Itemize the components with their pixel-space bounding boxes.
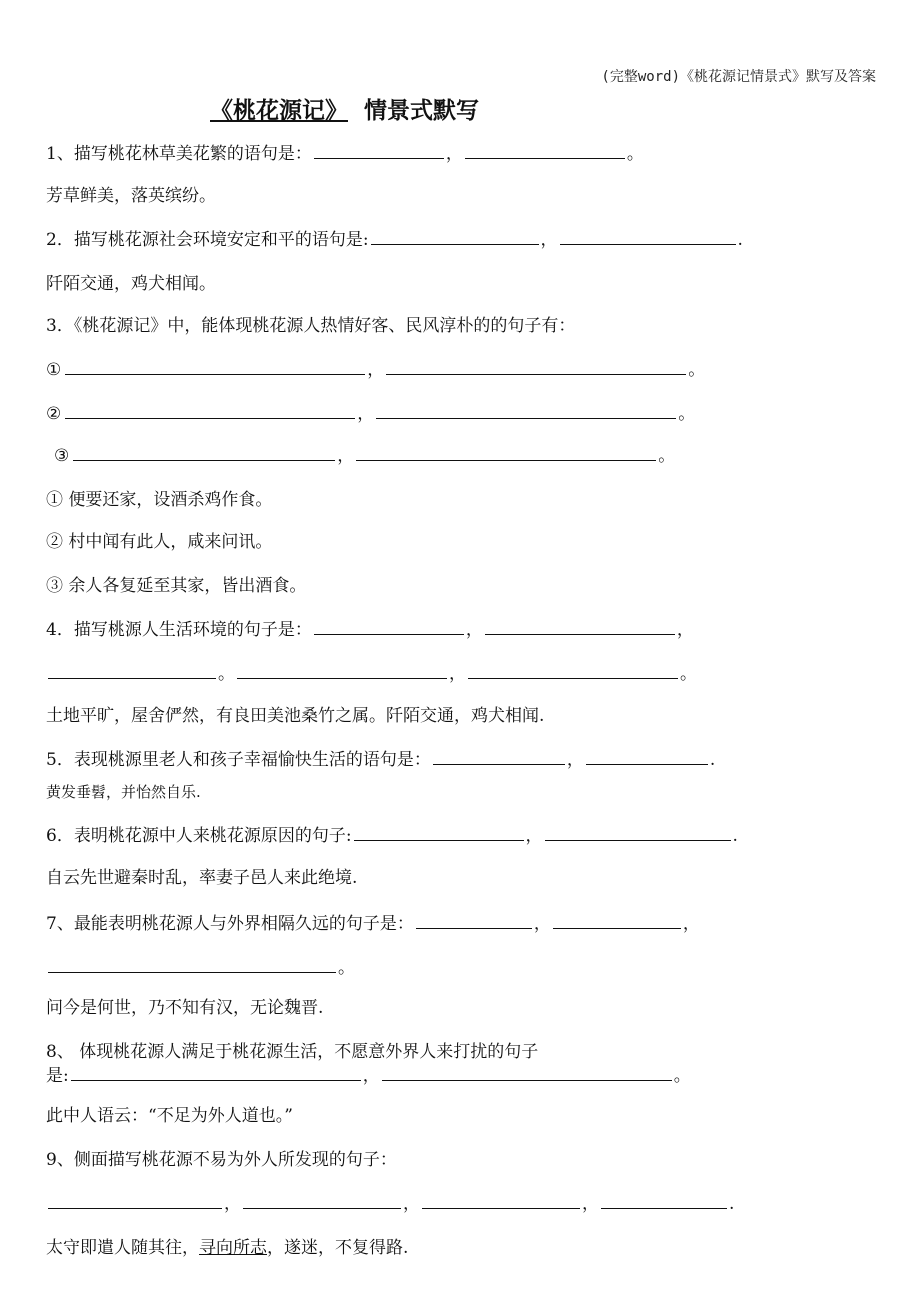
q4-line-2: 。 ， 。: [46, 662, 697, 686]
q5-label: 5．表现桃源里老人和孩子幸福愉快生活的语句是：: [46, 750, 431, 770]
q7-line-2: 。: [46, 956, 355, 980]
q5-blank-1[interactable]: [433, 748, 565, 765]
q4-line-1: 4．描写桃源人生活环境的句子是： ， ，: [46, 620, 694, 640]
q2-line: 2．描写桃花源社会环境安定和平的语句是: ， .: [46, 230, 743, 250]
q4-blank-4[interactable]: [237, 662, 447, 679]
q4-blank-1[interactable]: [314, 618, 464, 635]
q9-blank-2[interactable]: [243, 1192, 401, 1209]
title-rest: 情景式默写: [364, 98, 480, 124]
q3-label: 3．《桃花源记》中，能体现桃花源人热情好客、民风淳朴的的句子有：: [46, 316, 576, 336]
q8-blank-1[interactable]: [71, 1064, 361, 1081]
q9-answer-underlined: 寻向所志: [199, 1238, 267, 1258]
title-book-name: 《桃花源记》: [210, 98, 348, 124]
q1-line: 1、描写桃花林草美花繁的语句是： ， 。: [46, 144, 644, 164]
q9-label: 9、侧面描写桃花源不易为外人所发现的句子：: [46, 1150, 397, 1170]
q6-answer: 自云先世避秦时乱，率妻子邑人来此绝境.: [46, 868, 358, 888]
q6-line: 6．表明桃花源中人来桃花源原因的句子: ， .: [46, 826, 738, 846]
q4-blank-3[interactable]: [48, 662, 216, 679]
q2-blank-1[interactable]: [371, 228, 539, 245]
q4-blank-2[interactable]: [485, 618, 675, 635]
q2-answer: 阡陌交通，鸡犬相闻。: [46, 274, 216, 294]
q3-answer-1: ① 便要还家，设酒杀鸡作食。: [46, 490, 273, 510]
q6-blank-1[interactable]: [354, 824, 524, 841]
q4-label: 4．描写桃源人生活环境的句子是：: [46, 620, 312, 640]
q1-label: 1、描写桃花林草美花繁的语句是：: [46, 144, 312, 164]
q7-line-1: 7、最能表明桃花源人与外界相隔久远的句子是： ， ，: [46, 914, 700, 934]
document-header: (完整word)《桃花源记情景式》默写及答案: [601, 69, 876, 85]
q9-blank-4[interactable]: [601, 1192, 727, 1209]
q9-line-2: ， ， ， .: [46, 1192, 734, 1216]
q3-blank-2b[interactable]: [376, 402, 676, 419]
q5-line: 5．表现桃源里老人和孩子幸福愉快生活的语句是： ， .: [46, 750, 716, 770]
q6-blank-2[interactable]: [545, 824, 731, 841]
q3-blank-3a[interactable]: [73, 444, 335, 461]
q8-answer: 此中人语云：“不足为外人道也。”: [46, 1106, 293, 1126]
q7-answer: 问今是何世，乃不知有汉，无论魏晋.: [46, 998, 324, 1018]
q3-blank-1b[interactable]: [386, 358, 686, 375]
q8-blank-2[interactable]: [382, 1064, 672, 1081]
q8-line-2: 是: ， 。: [46, 1066, 691, 1086]
q2-label: 2．描写桃花源社会环境安定和平的语句是:: [46, 230, 369, 250]
page-title: [210, 92, 479, 125]
q5-blank-2[interactable]: [586, 748, 708, 765]
q3-answer-3: ③ 余人各复延至其家，皆出酒食。: [46, 576, 307, 596]
q9-blank-3[interactable]: [422, 1192, 580, 1209]
q9-answer: 太守即遣人随其往，寻向所志，遂迷，不复得路.: [46, 1238, 409, 1258]
q3-blank-line-3: ③ ， 。: [54, 446, 676, 466]
q1-blank-2[interactable]: [465, 142, 625, 159]
q7-label: 7、最能表明桃花源人与外界相隔久远的句子是：: [46, 914, 414, 934]
q7-blank-2[interactable]: [553, 912, 681, 929]
q7-blank-3[interactable]: [48, 956, 336, 973]
q8-label: 8、 体现桃花源人满足于桃花源生活，不愿意外界人来打扰的句子: [46, 1042, 539, 1062]
q3-blank-line-2: ② ， 。: [46, 404, 696, 424]
q9-blank-1[interactable]: [48, 1192, 222, 1209]
q5-answer: 黄发垂髫，并怡然自乐.: [46, 783, 201, 801]
q7-blank-1[interactable]: [416, 912, 532, 929]
q2-blank-2[interactable]: [560, 228, 736, 245]
q3-blank-3b[interactable]: [356, 444, 656, 461]
q3-answer-2: ② 村中闻有此人，咸来问讯。: [46, 532, 273, 552]
q3-blank-1a[interactable]: [65, 358, 365, 375]
q4-blank-5[interactable]: [468, 662, 678, 679]
q3-blank-line-1: ① ， 。: [46, 360, 706, 380]
q1-blank-1[interactable]: [314, 142, 444, 159]
q4-answer: 土地平旷，屋舍俨然，有良田美池桑竹之属。阡陌交通，鸡犬相闻.: [46, 706, 545, 726]
q6-label: 6．表明桃花源中人来桃花源原因的句子:: [46, 826, 352, 846]
q1-answer: 芳草鲜美，落英缤纷。: [46, 186, 216, 206]
q3-blank-2a[interactable]: [65, 402, 355, 419]
